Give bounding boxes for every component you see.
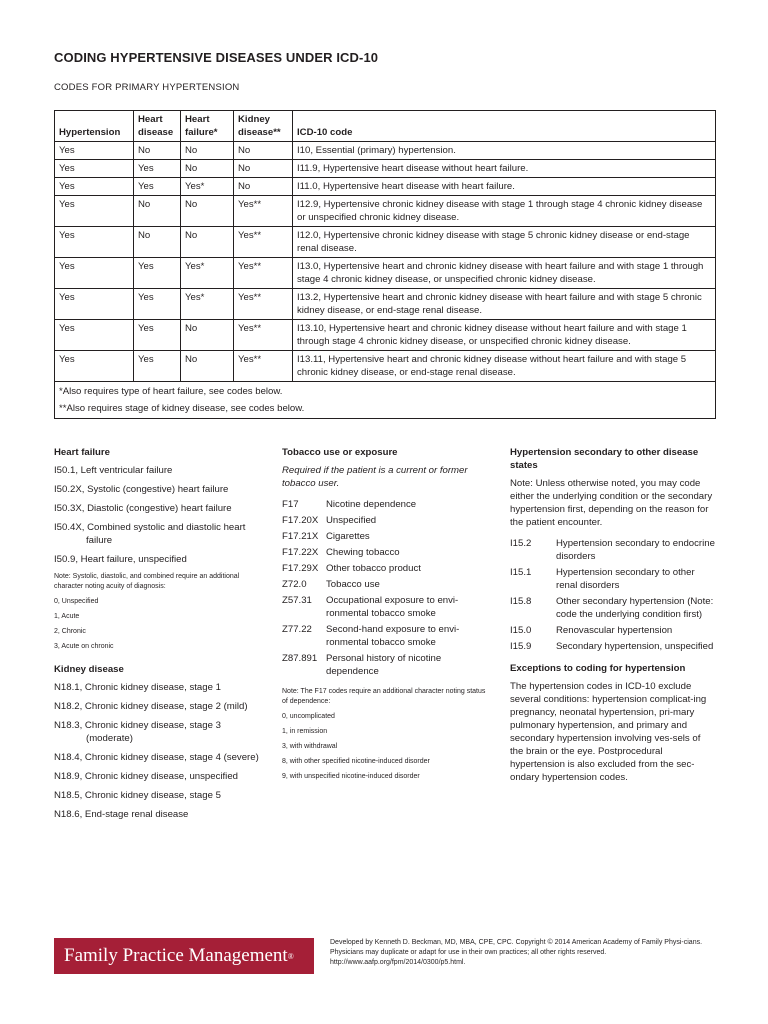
- list-item: 0, Unspecified: [54, 598, 99, 605]
- cell: No: [181, 160, 234, 178]
- cell: Yes**: [234, 289, 293, 320]
- cell: Yes**: [234, 227, 293, 258]
- table-note-row: [55, 382, 716, 419]
- cell: No: [181, 320, 234, 351]
- cell: No: [234, 142, 293, 160]
- code: I15.8: [510, 596, 532, 607]
- code: F17.20X: [282, 515, 319, 526]
- code-description: Tobacco use: [326, 579, 380, 590]
- cell: Yes*: [181, 178, 234, 196]
- table-row: [55, 289, 716, 320]
- cell: I12.0, Hypertensive chronic kidney disease with stage 5 chronic kidney disease or end-stage renal disease.: [293, 227, 716, 258]
- cell: I10, Essential (primary) hypertension.: [293, 142, 716, 160]
- list-item: N18.5, Chronic kidney disease, stage 5: [54, 790, 221, 801]
- code-row: [282, 652, 492, 678]
- cell: No: [181, 196, 234, 227]
- cell: Yes**: [234, 351, 293, 382]
- table-notes: [55, 382, 716, 419]
- heart-failure-heading: Heart failure: [54, 447, 110, 458]
- cell: I13.11, Hypertensive heart and chronic kidney disease without heart failure and with stage 5 chronic kidney disease, or end-stage renal disease.: [293, 351, 716, 382]
- code: Z77.22: [282, 624, 312, 635]
- table-row: [55, 196, 716, 227]
- cell: No: [181, 142, 234, 160]
- cell: Yes**: [234, 196, 293, 227]
- code: F17: [282, 499, 299, 510]
- list-item: N18.1, Chronic kidney disease, stage 1: [54, 682, 221, 693]
- cell: Yes: [55, 142, 134, 160]
- primary-hypertension-table: [54, 110, 716, 419]
- code-row: [282, 562, 492, 575]
- table-row: [55, 320, 716, 351]
- code: I15.1: [510, 567, 532, 578]
- table-row: [55, 178, 716, 196]
- code-row: [510, 595, 716, 621]
- cell: No: [181, 351, 234, 382]
- cell: Yes: [134, 289, 181, 320]
- heart-failure-footnote: *Also requires type of heart failure, see codes below.: [59, 386, 283, 397]
- code-description: Second-hand exposure to envi-ronmental tobacco smoke: [326, 624, 460, 648]
- code: I15.0: [510, 625, 532, 636]
- code-description: Hypertension secondary to endocrine disorders: [556, 538, 715, 562]
- list-item: N18.6, End-stage renal disease: [54, 809, 189, 820]
- secondary-hypertension-intro: Note: Unless otherwise noted, you may code either the underlying condition or the secondary hypertension first, depending on the reason for the patient encounter.: [510, 478, 713, 528]
- header-icd10-code: ICD-10 code: [293, 111, 716, 142]
- cell: Yes: [134, 178, 181, 196]
- cell: Yes: [134, 320, 181, 351]
- code-row: [510, 566, 716, 592]
- list-item: 2, Chronic: [54, 628, 86, 635]
- table-row: [55, 227, 716, 258]
- table-header-row: [55, 111, 716, 142]
- code-description: Secondary hypertension, unspecified: [556, 641, 714, 652]
- code: Z72.0: [282, 579, 307, 590]
- cell: I13.0, Hypertensive heart and chronic kidney disease with heart failure and with stage 1 through stage 4 chronic kidney disease, or unspecified chronic kidney disease.: [293, 258, 716, 289]
- code-description: Occupational exposure to envi-ronmental tobacco smoke: [326, 595, 459, 619]
- code-description: Personal history of nicotine dependence: [326, 653, 442, 677]
- list-item: I50.9, Heart failure, unspecified: [54, 554, 187, 565]
- code-description: Other secondary hypertension (Note: code the underlying condition first): [556, 596, 714, 620]
- cell: Yes**: [234, 320, 293, 351]
- code-description: Chewing tobacco: [326, 547, 400, 558]
- code-description: Unspecified: [326, 515, 377, 526]
- cell: Yes: [55, 196, 134, 227]
- code: F17.22X: [282, 547, 319, 558]
- code-description: Renovascular hypertension: [556, 625, 673, 636]
- list-item: 3, with withdrawal: [282, 743, 338, 750]
- code-description: Hypertension secondary to other renal disorders: [556, 567, 695, 591]
- column-right: [510, 446, 716, 792]
- list-item: I50.2X, Systolic (congestive) heart failure: [54, 484, 229, 495]
- header-hypertension: Hypertension: [55, 111, 134, 142]
- table-row: [55, 351, 716, 382]
- header-heart-disease: Heart disease: [134, 111, 181, 142]
- code: I15.2: [510, 538, 532, 549]
- cell: No: [234, 160, 293, 178]
- list-item: 1, Acute: [54, 613, 80, 620]
- tobacco-note: Note: The F17 codes require an additional character noting status of dependence:: [282, 688, 486, 705]
- list-item: 0, uncomplicated: [282, 713, 335, 720]
- code: F17.21X: [282, 531, 319, 542]
- header-kidney-disease: Kidney disease**: [234, 111, 293, 142]
- code-row: [282, 594, 492, 620]
- cell: Yes: [55, 320, 134, 351]
- code-row: [282, 498, 492, 511]
- list-item: 9, with unspecified nicotine-induced disorder: [282, 773, 420, 780]
- code-row: [282, 546, 492, 559]
- cell: I13.10, Hypertensive heart and chronic kidney disease without heart failure and with stage 1 through stage 4 chronic kidney disease, or unspecified chronic kidney disease.: [293, 320, 716, 351]
- table-row: [55, 142, 716, 160]
- code-row: [282, 530, 492, 543]
- kidney-disease-heading: Kidney disease: [54, 664, 124, 675]
- list-item: I50.3X, Diastolic (congestive) heart failure: [54, 503, 232, 514]
- code-description: Cigarettes: [326, 531, 370, 542]
- cell: I11.0, Hypertensive heart disease with heart failure.: [293, 178, 716, 196]
- code-description: Other tobacco product: [326, 563, 421, 574]
- cell: I11.9, Hypertensive heart disease without heart failure.: [293, 160, 716, 178]
- cell: No: [134, 227, 181, 258]
- cell: Yes: [55, 160, 134, 178]
- cell: Yes: [55, 351, 134, 382]
- cell: I12.9, Hypertensive chronic kidney disease with stage 1 through stage 4 chronic kidney disease or unspecified chronic kidney disease.: [293, 196, 716, 227]
- page-title: CODING HYPERTENSIVE DISEASES UNDER ICD-10: [54, 50, 379, 65]
- secondary-hypertension-heading: Hypertension secondary to other disease states: [510, 447, 699, 471]
- cell: Yes: [134, 160, 181, 178]
- cell: No: [134, 196, 181, 227]
- cell: Yes*: [181, 258, 234, 289]
- list-item: N18.3, Chronic kidney disease, stage 3 (moderate): [54, 720, 221, 744]
- table-row: [55, 160, 716, 178]
- list-item: 1, in remission: [282, 728, 328, 735]
- section-title: CODES FOR PRIMARY HYPERTENSION: [54, 82, 240, 93]
- list-item: 3, Acute on chronic: [54, 643, 114, 650]
- code-row: [282, 623, 492, 649]
- code-row: [510, 640, 716, 653]
- code: I15.9: [510, 641, 532, 652]
- cell: No: [134, 142, 181, 160]
- list-item: 8, with other specified nicotine-induced disorder: [282, 758, 430, 765]
- cell: Yes: [134, 351, 181, 382]
- table-row: [55, 258, 716, 289]
- cell: I13.2, Hypertensive heart and chronic kidney disease with heart failure and with stage 5 chronic kidney disease, or end-stage renal disease.: [293, 289, 716, 320]
- list-item: N18.4, Chronic kidney disease, stage 4 (severe): [54, 752, 259, 763]
- code-row: [510, 624, 716, 637]
- code-row: [282, 514, 492, 527]
- exceptions-heading: Exceptions to coding for hypertension: [510, 663, 686, 674]
- list-item: N18.9, Chronic kidney disease, unspecified: [54, 771, 238, 782]
- list-item: I50.1, Left ventricular failure: [54, 465, 173, 476]
- registered-mark: ®: [287, 951, 294, 961]
- cell: Yes: [55, 289, 134, 320]
- column-middle: [282, 446, 492, 787]
- family-practice-management-logo: [54, 938, 314, 974]
- code: Z87.891: [282, 653, 318, 664]
- heart-failure-note: Note: Systolic, diastolic, and combined require an additional character noting acuity of diagnosis:: [54, 573, 240, 590]
- code: F17.29X: [282, 563, 319, 574]
- tobacco-heading: Tobacco use or exposure: [282, 447, 398, 458]
- cell: No: [181, 227, 234, 258]
- header-heart-failure: Heart failure*: [181, 111, 234, 142]
- cell: No: [234, 178, 293, 196]
- cell: Yes: [55, 258, 134, 289]
- code-description: Nicotine dependence: [326, 499, 417, 510]
- exceptions-text: The hypertension codes in ICD-10 exclude several conditions: hypertension complicat-ing pregnancy, neonatal hypertension, pri-mary pulmonary hypertension, and primary and secondary hypertension involving ves-sels of the brain or the eye. Postprocedural hypertension is also excluded from the sec-ondary hypertension codes.: [510, 681, 707, 783]
- credit-text: Developed by Kenneth D. Beckman, MD, MBA, CPE, CPC. Copyright © 2014 American Academy of Family Physi-cians. Physicians may duplicate or adapt for use in their own practices; all other rights reserved. http://www.aafp.org/fpm/2014/0300/p5.html.: [330, 939, 703, 966]
- column-left: [54, 446, 269, 827]
- cell: Yes: [134, 258, 181, 289]
- logo-text: Family Practice Management: [64, 945, 288, 966]
- list-item: I50.4X, Combined systolic and diastolic heart failure: [54, 522, 246, 546]
- kidney-disease-footnote: **Also requires stage of kidney disease, see codes below.: [59, 403, 305, 414]
- list-item: N18.2, Chronic kidney disease, stage 2 (mild): [54, 701, 248, 712]
- cell: Yes: [55, 227, 134, 258]
- tobacco-subtitle: Required if the patient is a current or former tobacco user.: [282, 465, 468, 489]
- code-row: [282, 578, 492, 591]
- cell: Yes*: [181, 289, 234, 320]
- cell: Yes: [55, 178, 134, 196]
- code: Z57.31: [282, 595, 312, 606]
- cell: Yes**: [234, 258, 293, 289]
- code-row: [510, 537, 716, 563]
